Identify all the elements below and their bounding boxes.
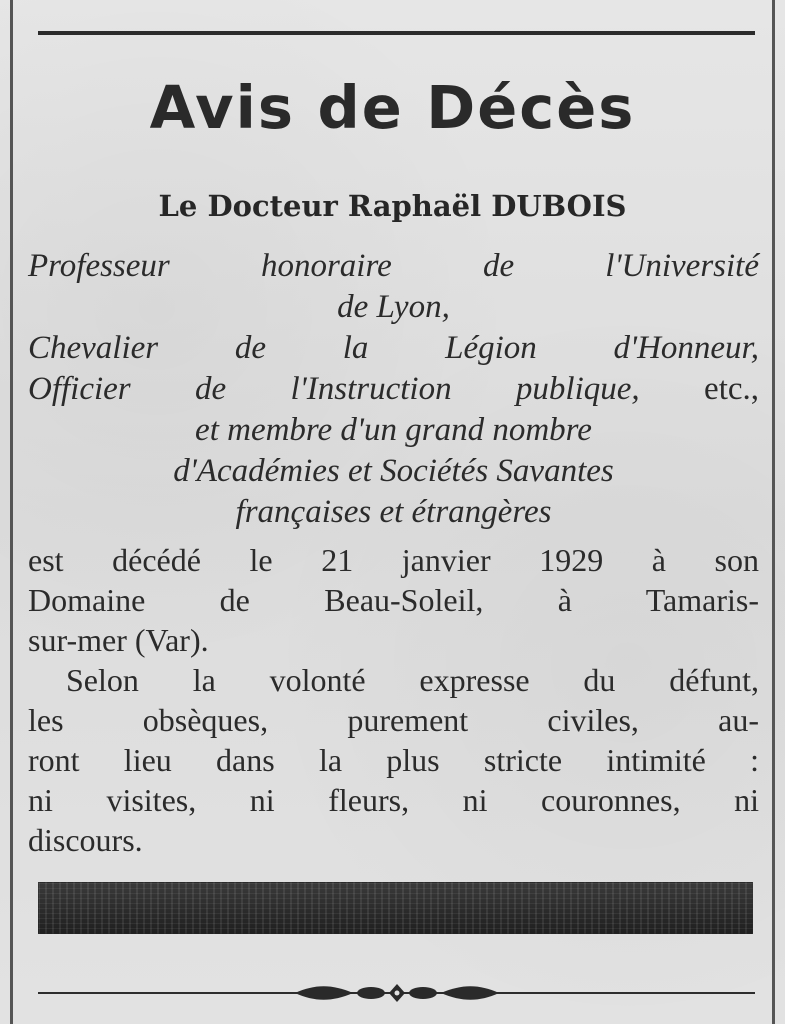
body-line-5: les obsèques, purement civiles, au-: [28, 702, 759, 738]
honor-line-5: et membre d'un grand nombre: [195, 412, 592, 448]
right-column-rule: [772, 0, 775, 1024]
deceased-name: Le Docteur Raphaël DUBOIS: [158, 189, 627, 223]
body-line-6: ront lieu dans la plus stricte intimité :: [28, 742, 759, 778]
fleuron-icon: [287, 981, 507, 1005]
honor-line-4-main: Officier de l'Instruction publique,: [28, 371, 640, 407]
body-line-3: sur-mer (Var).: [28, 622, 209, 658]
body-line-1: est décédé le 21 janvier 1929 à son: [28, 542, 759, 578]
body-line-2: Domaine de Beau-Soleil, à Tamaris-: [28, 582, 759, 618]
honor-line-6: d'Académies et Sociétés Savantes: [173, 453, 614, 489]
body-line-7: ni visites, ni fleurs, ni couronnes, ni: [28, 782, 759, 818]
honor-line-1: Professeur honoraire de l'Université: [28, 248, 759, 284]
dark-band: [38, 882, 753, 934]
body-line-8: discours.: [28, 822, 143, 858]
left-column-rule: [10, 0, 13, 1024]
honors-block: [28, 246, 759, 533]
honor-line-7: françaises et étrangères: [235, 494, 552, 530]
announcement-body: [28, 540, 759, 860]
bottom-ornament: [38, 981, 755, 1005]
honor-line-4: [28, 369, 759, 410]
top-rule: [38, 31, 755, 35]
notice-title: Avis de Décès: [149, 73, 636, 142]
body-line-4: Selon la volonté expresse du défunt,: [66, 662, 759, 698]
honor-line-2: de Lyon,: [337, 289, 450, 325]
honor-line-3: Chevalier de la Légion d'Honneur,: [28, 330, 759, 366]
honor-line-4-etc: etc.,: [704, 371, 760, 407]
